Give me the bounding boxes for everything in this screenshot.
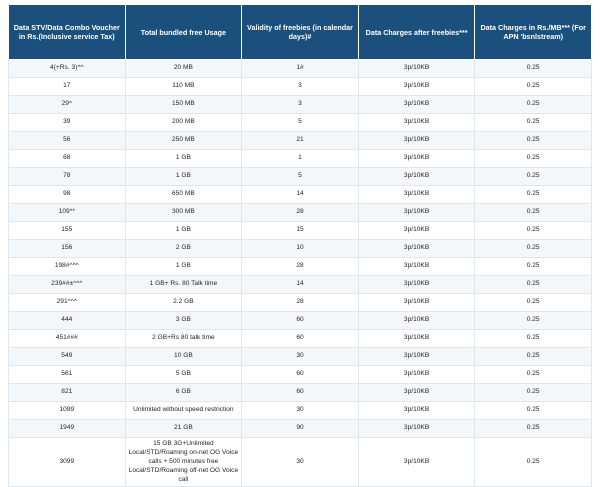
table-cell: 0.25: [475, 60, 592, 78]
table-row: [9, 330, 592, 348]
header-row: [9, 5, 592, 60]
table-cell: 21 GB: [125, 420, 242, 438]
table-cell: 3p/10KB: [358, 402, 475, 420]
table-cell: 2 GB: [125, 240, 242, 258]
header-cell-voucher: Data STV/Data Combo Voucher in Rs.(Inclusive service Tax): [9, 5, 126, 60]
table-cell: 60: [242, 312, 359, 330]
table-cell: 15 GB 3G+Unlimited Local/STD/Roaming on-net OG Voice calls + 500 minutes free Local/STD/Roaming off-net OG Voice call: [125, 438, 242, 487]
table-cell: 3p/10KB: [358, 276, 475, 294]
table-cell: 0.25: [475, 348, 592, 366]
table-cell: 0.25: [475, 132, 592, 150]
table-cell: 4(+Rs. 3)^^: [9, 60, 126, 78]
table-cell: 0.25: [475, 330, 592, 348]
table-row: [9, 258, 592, 276]
table-row: [9, 402, 592, 420]
table-row: [9, 60, 592, 78]
table-cell: 5: [242, 114, 359, 132]
table-cell: 3p/10KB: [358, 240, 475, 258]
table-cell: 0.25: [475, 384, 592, 402]
table-cell: 17: [9, 78, 126, 96]
table-cell: 10: [242, 240, 359, 258]
table-cell: 1 GB: [125, 150, 242, 168]
table-body: [9, 60, 592, 487]
table-cell: 0.25: [475, 438, 592, 487]
table-cell: 0.25: [475, 78, 592, 96]
table-cell: 21: [242, 132, 359, 150]
table-cell: Unlimited without speed restriction: [125, 402, 242, 420]
table-cell: 1 GB+ Rs. 80 Talk time: [125, 276, 242, 294]
table-cell: 3p/10KB: [358, 78, 475, 96]
table-cell: 3p/10KB: [358, 132, 475, 150]
table-cell: 14: [242, 276, 359, 294]
table-cell: 198#^^^: [9, 258, 126, 276]
table-cell: 2.2 GB: [125, 294, 242, 312]
table-cell: 1 GB: [125, 222, 242, 240]
table-row: [9, 78, 592, 96]
table-cell: 1 GB: [125, 258, 242, 276]
table-cell: 2 GB+Rs 80 talk time: [125, 330, 242, 348]
header-cell-usage: Total bundled free Usage: [125, 5, 242, 60]
table-row: [9, 384, 592, 402]
table-cell: 0.25: [475, 402, 592, 420]
table-row: [9, 168, 592, 186]
table-cell: 60: [242, 330, 359, 348]
table-cell: 3p/10KB: [358, 348, 475, 366]
header-cell-validity: Validity of freebies (in calendar days)#: [242, 5, 359, 60]
table-row: [9, 222, 592, 240]
table-cell: 3p/10KB: [358, 204, 475, 222]
table-cell: 3p/10KB: [358, 114, 475, 132]
table-cell: 291^^^: [9, 294, 126, 312]
table-cell: 0.25: [475, 150, 592, 168]
table-cell: 250 MB: [125, 132, 242, 150]
table-cell: 3 GB: [125, 312, 242, 330]
table-cell: 3p/10KB: [358, 384, 475, 402]
table-header: [9, 5, 592, 60]
table-cell: 78: [9, 168, 126, 186]
table-cell: 0.25: [475, 168, 592, 186]
table-cell: 3p/10KB: [358, 330, 475, 348]
table-cell: 110 MB: [125, 78, 242, 96]
table-cell: 3: [242, 78, 359, 96]
table-row: [9, 132, 592, 150]
table-cell: 0.25: [475, 294, 592, 312]
table-cell: 3099: [9, 438, 126, 487]
table-row: [9, 420, 592, 438]
table-row: [9, 438, 592, 487]
table-cell: 30: [242, 438, 359, 487]
table-row: [9, 240, 592, 258]
table-cell: 5 GB: [125, 366, 242, 384]
table-cell: 3p/10KB: [358, 438, 475, 487]
table-cell: 0.25: [475, 114, 592, 132]
table-cell: 1: [242, 150, 359, 168]
table-cell: 90: [242, 420, 359, 438]
table-cell: 60: [242, 366, 359, 384]
table-cell: 239##±^^^: [9, 276, 126, 294]
table-cell: 3p/10KB: [358, 60, 475, 78]
table-cell: 3p/10KB: [358, 258, 475, 276]
table-row: [9, 150, 592, 168]
table-row: [9, 312, 592, 330]
table-cell: 150 MB: [125, 96, 242, 114]
table-cell: 56: [9, 132, 126, 150]
table-cell: 650 MB: [125, 186, 242, 204]
data-voucher-table: [8, 4, 592, 487]
table-cell: 5: [242, 168, 359, 186]
table-cell: 3p/10KB: [358, 168, 475, 186]
table-cell: 451###: [9, 330, 126, 348]
table-cell: 6 GB: [125, 384, 242, 402]
table-cell: 0.25: [475, 96, 592, 114]
table-row: [9, 294, 592, 312]
table-row: [9, 96, 592, 114]
table-cell: 15: [242, 222, 359, 240]
table-cell: 109**: [9, 204, 126, 222]
table-cell: 30: [242, 348, 359, 366]
table-row: [9, 186, 592, 204]
table-cell: 3p/10KB: [358, 366, 475, 384]
table-cell: 0.25: [475, 186, 592, 204]
table-cell: 1#: [242, 60, 359, 78]
table-cell: 28: [242, 258, 359, 276]
table-cell: 3: [242, 96, 359, 114]
table-cell: 3p/10KB: [358, 420, 475, 438]
table-row: [9, 204, 592, 222]
table-cell: 28: [242, 294, 359, 312]
table-row: [9, 348, 592, 366]
table-cell: 0.25: [475, 204, 592, 222]
table-row: [9, 114, 592, 132]
table-cell: 0.25: [475, 366, 592, 384]
table-cell: 1 GB: [125, 168, 242, 186]
table-cell: 98: [9, 186, 126, 204]
header-cell-charges: Data Charges after freebies***: [358, 5, 475, 60]
table-cell: 3p/10KB: [358, 96, 475, 114]
table-cell: 3p/10KB: [358, 150, 475, 168]
table-row: [9, 276, 592, 294]
table-cell: 29^: [9, 96, 126, 114]
table-cell: 200 MB: [125, 114, 242, 132]
table-cell: 20 MB: [125, 60, 242, 78]
table-cell: 14: [242, 186, 359, 204]
table-cell: 39: [9, 114, 126, 132]
table-cell: 549: [9, 348, 126, 366]
table-cell: 0.25: [475, 222, 592, 240]
table-cell: 3p/10KB: [358, 312, 475, 330]
table-cell: 60: [242, 384, 359, 402]
table-cell: 561: [9, 366, 126, 384]
table-cell: 0.25: [475, 420, 592, 438]
table-cell: 3p/10KB: [358, 222, 475, 240]
table-cell: 10 GB: [125, 348, 242, 366]
table-cell: 0.25: [475, 258, 592, 276]
table-cell: 30: [242, 402, 359, 420]
header-cell-apn-charges: Data Charges in Rs./MB*** (For APN 'bsnlstream): [475, 5, 592, 60]
table-cell: 156: [9, 240, 126, 258]
table-cell: 444: [9, 312, 126, 330]
table-cell: 155: [9, 222, 126, 240]
table-cell: 28: [242, 204, 359, 222]
table-cell: 68: [9, 150, 126, 168]
table-cell: 0.25: [475, 240, 592, 258]
table-cell: 300 MB: [125, 204, 242, 222]
table-cell: 1099: [9, 402, 126, 420]
table-cell: 1949: [9, 420, 126, 438]
table-row: [9, 366, 592, 384]
table-cell: 0.25: [475, 276, 592, 294]
table-cell: 3p/10KB: [358, 294, 475, 312]
table-cell: 0.25: [475, 312, 592, 330]
table-cell: 3p/10KB: [358, 186, 475, 204]
table-cell: 821: [9, 384, 126, 402]
